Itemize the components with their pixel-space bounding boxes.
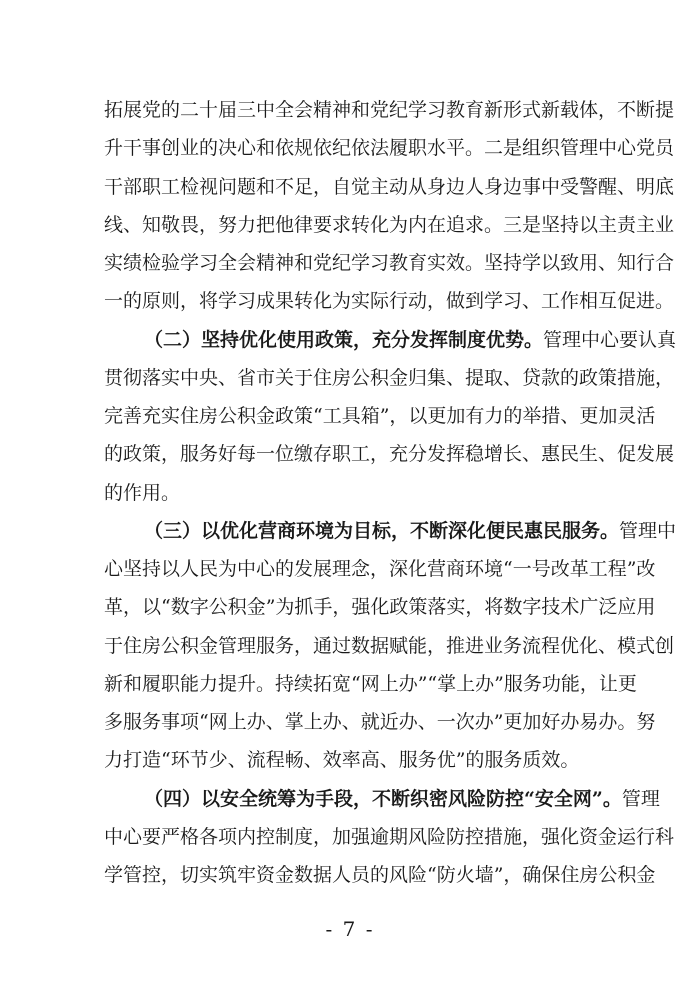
- body-line: 中心要严格各项内控制度，加强逾期风险防控措施，强化资金运行科: [104, 826, 675, 848]
- section-heading-3: （三）以优化营商环境为目标，不断深化便民惠民服务。: [144, 520, 620, 542]
- body-line: 力打造“环节少、流程畅、效率高、服务优”的服务质效。: [104, 749, 580, 771]
- body-line: 革，以“数字公积金”为抓手，强化政策落实，将数字技术广泛应用: [104, 596, 656, 618]
- body-line: 拓展党的二十届三中全会精神和党纪学习教育新形式新载体，不断提: [104, 99, 675, 121]
- body-line: 多服务事项“网上办、掌上办、就近办、一次办”更加好办易办。努: [104, 711, 656, 733]
- body-line: 的作用。: [104, 482, 181, 504]
- body-text: 管理中: [619, 520, 677, 542]
- section-heading-line: [144, 518, 677, 544]
- body-line: 实绩检验学习全会精神和党纪学习教育实效。坚持学以致用、知行合: [104, 252, 675, 274]
- body-text: 管理中心要认真: [543, 329, 677, 351]
- section-heading-line: [144, 327, 677, 353]
- body-line: 线、知敬畏，努力把他律要求转化为内在追求。三是坚持以主责主业: [104, 214, 675, 236]
- body-line: 贯彻落实中央、省市关于住房公积金归集、提取、贷款的政策措施，: [104, 367, 675, 389]
- section-heading-4: （四）以安全统筹为手段，不断织密风险防控“安全网”。: [144, 788, 622, 810]
- body-line: 于住房公积金管理服务，通过数据赋能，推进业务流程优化、模式创: [104, 635, 675, 657]
- body-line: 心坚持以人民为中心的发展理念，深化营商环境“一号改革工程”改: [104, 558, 656, 580]
- section-heading-2: （二）坚持优化使用政策，充分发挥制度优势。: [144, 329, 544, 351]
- body-line: 完善充实住房公积金政策“工具箱”，以更加有力的举措、更加灵活: [104, 405, 656, 427]
- body-line: 学管控，切实筑牢资金数据人员的风险“防火墙”，确保住房公积金: [104, 864, 656, 886]
- body-text: 管理: [621, 788, 660, 810]
- page-number: - 7 -: [325, 917, 375, 941]
- body-line: 干部职工检视问题和不足，自觉主动从身边人身边事中受警醒、明底: [104, 176, 675, 198]
- body-line: 一的原则，将学习成果转化为实际行动，做到学习、工作相互促进。: [104, 290, 675, 312]
- body-line: 升干事创业的决心和依规依纪依法履职水平。二是组织管理中心党员: [104, 137, 675, 159]
- body-line: 的政策，服务好每一位缴存职工，充分发挥稳增长、惠民生、促发展: [104, 443, 675, 465]
- section-heading-line: [144, 786, 660, 812]
- body-line: 新和履职能力提升。持续拓宽“网上办”“掌上办”服务功能，让更: [104, 673, 637, 695]
